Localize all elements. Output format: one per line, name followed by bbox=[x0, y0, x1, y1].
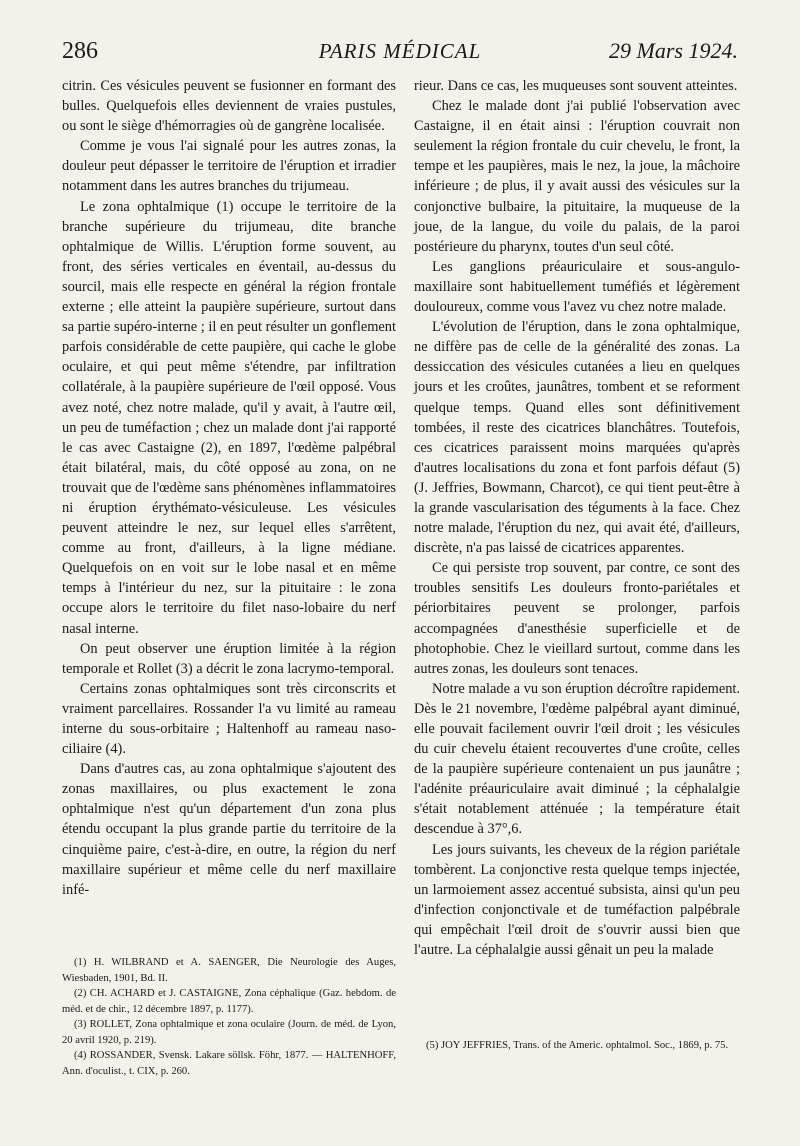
paragraph: Chez le malade dont j'ai publié l'observation avec Castaigne, il en était ainsi : l'éruption couvrait non seulement la région frontale du cuir chevelu, le front, la tempe et les paupières, mais le nez, la joue, la mâchoire inférieure ; de plus, il y avait aussi des vésicules sur la conjonctive bulbaire, la pituitaire, la muqueuse de la joue, de la langue, du voile du palais, de la paroi postérieure du pharynx, toutes d'un seul côté. bbox=[414, 98, 740, 255]
paragraph: citrin. Ces vésicules peuvent se fusionner en formant des bulles. Quelquefois elles deviennent de vraies pustules, ou sont le siège d'hémorragies où de gangrène localisée. bbox=[62, 78, 396, 135]
paragraph: rieur. Dans ce cas, les muqueuses sont souvent atteintes. bbox=[414, 78, 738, 94]
paragraph: Le zona ophtalmique (1) occupe le territoire de la branche supérieure du trijumeau, dite branche ophtalmique de Willis. L'éruption forme souvent, au front, des séries verticales en éventail, au-dessus du sourcil, mais elle respecte en général la région frontale externe ; elle atteint la paupière supérieure, surtout dans sa partie supéro-interne ; il en peut résulter un gonflement parfois considérable de cette paupière, qui cache le globe oculaire, et qui peut même s'étendre, par infiltration collatérale, à la paupière supérieure de l'œil opposé. Vous avez noté, chez notre malade, qu'il y avait, à l'autre œil, un peu de tuméfaction ; chez un malade dont j'ai rapporté le cas avec Castaigne (2), en 1897, l'œdème palpébral était bilatéral, mais, du côté opposé au zona, on ne trouvait que de l'œdème sans phénomènes inflammatoires ni éruption érythémato-vésiculeuse. Les vésicules peuvent atteindre le nez, sur lequel elles s'arrêtent, comme au front, d'ailleurs, à la ligne médiane. Quelquefois on en voit sur le lobe nasal et en même temps à l'intérieur du nez, sur la pituitaire : le zona occupe alors le territoire du filet naso-lobaire du nerf nasal interne. bbox=[62, 198, 396, 637]
paragraph: Comme je vous l'ai signalé pour les autres zonas, la douleur peut dépasser le territoire de l'éruption et irradier notamment dans les autres branches du trijumeau. bbox=[62, 138, 396, 195]
page-header bbox=[62, 38, 738, 72]
left-column bbox=[62, 76, 396, 900]
footnote: (2) CH. ACHARD et J. CASTAIGNE, Zona céphalique (Gaz. hebdom. de méd. et de chir., 12 décembre 1897, p. 1177). bbox=[62, 988, 396, 1015]
footnote: (4) ROSSANDER, Svensk. Lakare söllsk. Föhr, 1877. — HALTENHOFF, Ann. d'oculist., t. CIX, p. 260. bbox=[62, 1050, 396, 1077]
paragraph: Les ganglions préauriculaire et sous-angulo-maxillaire sont habituellement tuméfiés et légèrement douloureux, comme vous l'avez vu chez notre malade. bbox=[414, 258, 740, 316]
issue-date: 29 Mars 1924. bbox=[609, 38, 738, 63]
paragraph: Certains zonas ophtalmiques sont très circonscrits et vraiment parcellaires. Rossander l'a vu limité au rameau interne du sous-orbitaire ; Haltenhoff au rameau naso-ciliaire (4). bbox=[62, 680, 396, 758]
footnote: (1) H. WILBRAND et A. SAENGER, Die Neurologie des Auges, Wiesbaden, 1901, Bd. II. bbox=[62, 957, 396, 984]
footnote: (3) ROLLET, Zona ophtalmique et zona oculaire (Journ. de méd. de Lyon, 20 avril 1920, p. 219). bbox=[62, 1019, 396, 1046]
paragraph: Ce qui persiste trop souvent, par contre, ce sont des troubles sensitifs Les douleurs fronto-pariétales et périorbitaires peuvent se prolonger, parfois accompagnées d'anesthésie superficielle et de photophobie. Chez le vieillard surtout, comme dans les autres zonas, les douleurs sont tenaces. bbox=[414, 560, 740, 677]
right-column bbox=[414, 76, 740, 960]
footnote: (5) JOY JEFFRIES, Trans. of the Americ. ophtalmol. Soc., 1869, p. 75. bbox=[426, 1040, 729, 1051]
paragraph: Dans d'autres cas, au zona ophtalmique s'ajoutent des zonas maxillaires, ou plus exactement le zona ophtalmique n'est qu'un département d'un zona plus étendu occupant la plus grande partie du territoire de la cinquième paire, c'est-à-dire, en outre, la région du nerf maxillaire supérieur et même celle du nerf maxillaire infé- bbox=[62, 761, 396, 898]
footnotes-left bbox=[62, 955, 396, 1079]
paragraph: L'évolution de l'éruption, dans le zona ophtalmique, ne diffère pas de celle de la généralité des zonas. La dessiccation des vésicules cutanées a lieu en quelques jours et les croûtes, jaunâtres, tombent et se reforment quelque temps. Quand elles sont définitivement tombées, il reste des cicatrices blanchâtres. Toutefois, ces cicatrices paraissent moins marquées qu'après d'autres localisations du zona et font parfois défaut (5) (J. Jeffries, Bowmann, Charcot), ce qui tient peut-être à la grande vascularisation des téguments à la face. Chez notre malade, l'éruption du nez, qui avait été, d'ailleurs, discrète, n'a pas laissé de cicatrices apparentes. bbox=[414, 319, 740, 557]
running-title: PARIS MÉDICAL bbox=[318, 39, 482, 63]
page-number: 286 bbox=[62, 38, 98, 64]
paragraph: On peut observer une éruption limitée à la région temporale et Rollet (3) a décrit le zona lacrymo-temporal. bbox=[62, 640, 396, 677]
paragraph: Les jours suivants, les cheveux de la région pariétale tombèrent. La conjonctive resta quelque temps injectée, un larmoiement assez accentué subsista, ainsi qu'un peu d'infection conjonctivale et de tuméfaction palpébrale qui empêchait l'œil droit de s'ouvrir aussi bien que l'autre. La céphalalgie aussi gênait un peu la malade bbox=[414, 841, 740, 959]
paragraph: Notre malade a vu son éruption décroître rapidement. Dès le 21 novembre, l'œdème palpébral ayant diminué, elle pouvait facilement ouvrir l'œil droit ; les vésicules du cuir chevelu étaient recouvertes d'une croûte, celles de la paupière supérieure contenaient un pus jaunâtre ; l'adénite préauriculaire avait diminué ; la céphalalgie s'était notablement atténuée ; la température était descendue à 37°,6. bbox=[414, 680, 740, 838]
footnotes-right bbox=[414, 1038, 740, 1054]
